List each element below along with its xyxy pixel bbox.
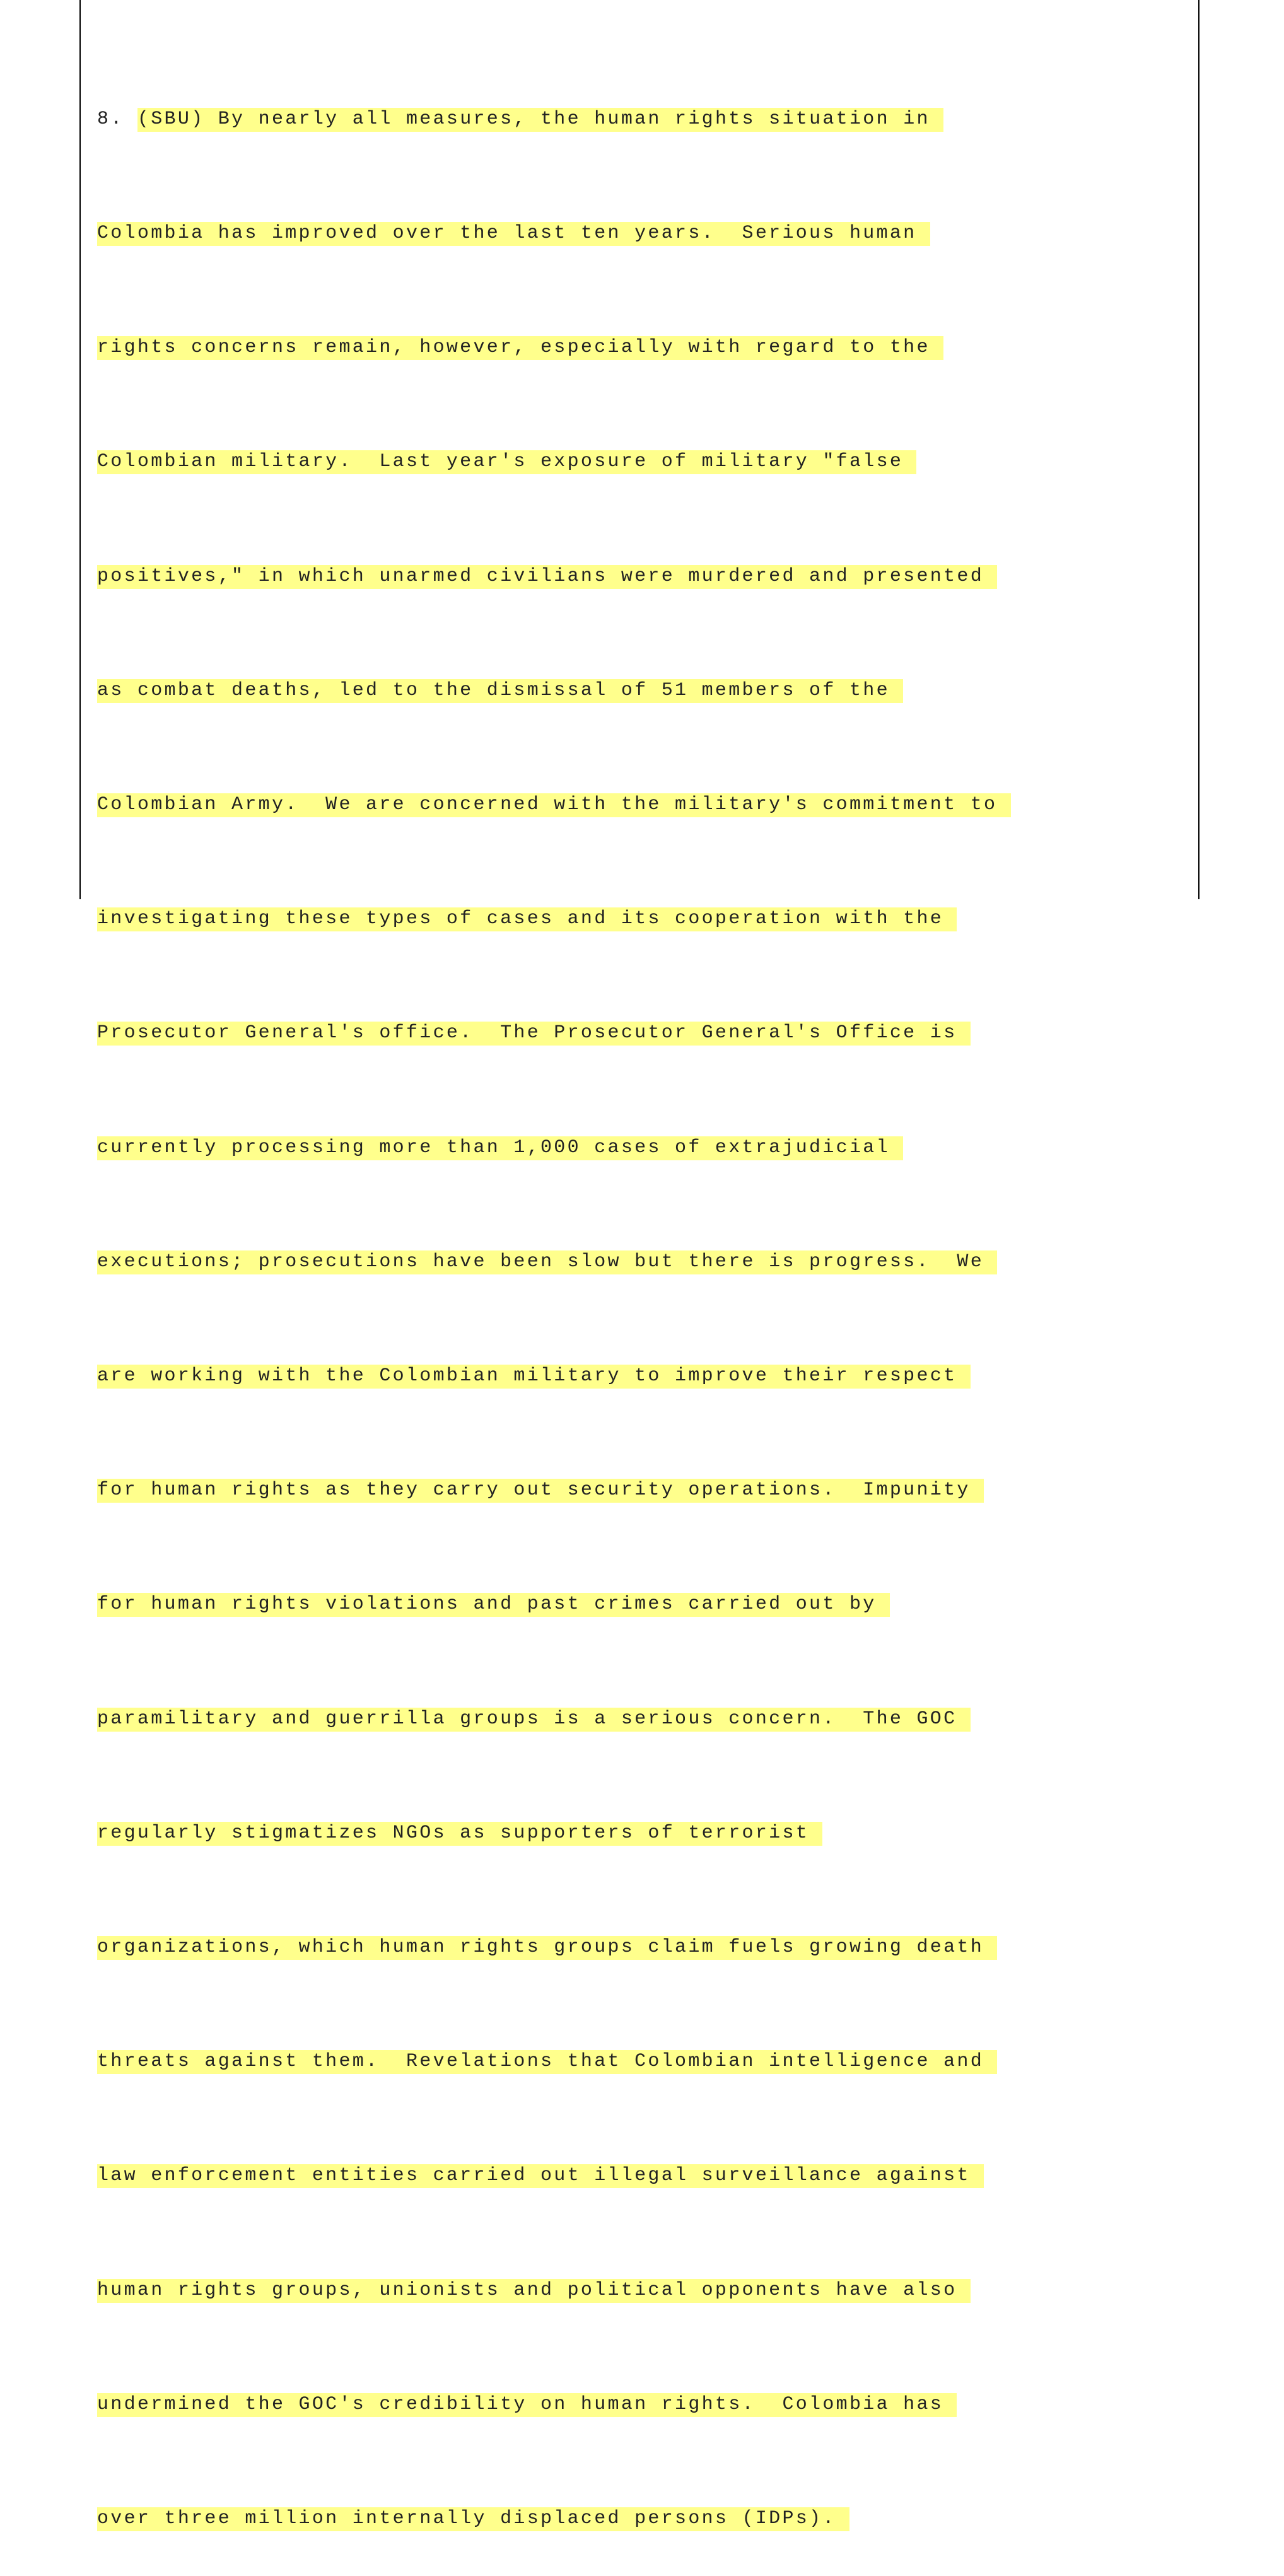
highlighted-text: over three million internally displaced persons (IDPs). [97, 2507, 849, 2531]
highlighted-text: for human rights violations and past crimes carried out by [97, 1593, 890, 1617]
highlighted-text: for human rights as they carry out security operations. Impunity [97, 1479, 984, 1503]
highlighted-text: regularly stigmatizes NGOs as supporters of terrorist [97, 1822, 822, 1846]
highlighted-text: currently processing more than 1,000 cases of extrajudicial [97, 1136, 903, 1160]
highlighted-text: threats against them. Revelations that Colombian intelligence and [97, 2050, 997, 2074]
paragraph-line [97, 1357, 1011, 1395]
paragraph-line [97, 1928, 1011, 1966]
highlighted-text: Colombian military. Last year's exposure of military "false [97, 450, 916, 474]
paragraph-line [97, 214, 1011, 252]
highlighted-text: Prosecutor General's office. The Prosecutor General's Office is [97, 1022, 971, 1046]
paragraph-line [97, 900, 1011, 938]
highlighted-text: investigating these types of cases and its cooperation with the [97, 907, 957, 931]
paragraph-line [97, 1129, 1011, 1167]
highlighted-text: human rights groups, unionists and political opponents have also [97, 2279, 971, 2303]
highlighted-text: (SBU) By nearly all measures, the human rights situation in [137, 108, 943, 132]
paragraph-line [97, 443, 1011, 481]
highlighted-text: paramilitary and guerrilla groups is a serious concern. The GOC [97, 1708, 971, 1732]
paragraph-line [97, 2157, 1011, 2194]
highlighted-text: executions; prosecutions have been slow but there is progress. We [97, 1250, 997, 1274]
paragraph-line [97, 1700, 1011, 1738]
paragraph-line [97, 1243, 1011, 1281]
paragraph-line [97, 1585, 1011, 1623]
highlighted-text: organizations, which human rights groups claim fuels growing death [97, 1936, 997, 1960]
paragraph-line [97, 2043, 1011, 2080]
paragraph-line [97, 672, 1011, 709]
highlighted-text: Colombia has improved over the last ten years. Serious human [97, 222, 930, 246]
paragraph-line [97, 2271, 1011, 2309]
paragraph-line [97, 1014, 1011, 1052]
highlighted-text: Colombian Army. We are concerned with the military's commitment to [97, 793, 1011, 817]
paragraph-line [97, 2500, 1011, 2538]
highlighted-text: undermined the GOC's credibility on human rights. Colombia has [97, 2393, 957, 2417]
highlighted-text: positives," in which unarmed civilians were murdered and presented [97, 565, 997, 589]
paragraph-line [97, 786, 1011, 824]
highlighted-text: law enforcement entities carried out illegal surveillance against [97, 2164, 984, 2188]
highlighted-text: are working with the Colombian military to improve their respect [97, 1365, 971, 1389]
paragraph-line [97, 557, 1011, 595]
highlighted-text: rights concerns remain, however, especially with regard to the [97, 336, 943, 360]
paragraph-line [97, 1814, 1011, 1852]
paragraph-line [97, 2386, 1011, 2423]
paragraph-line [97, 1471, 1011, 1509]
paragraph-line [97, 329, 1011, 366]
paragraph-number: 8. [97, 108, 137, 130]
highlighted-text: as combat deaths, led to the dismissal of 51 members of the [97, 679, 903, 703]
paragraph-line-1 [97, 100, 1011, 138]
document-paragraph-8 [97, 24, 1011, 2576]
